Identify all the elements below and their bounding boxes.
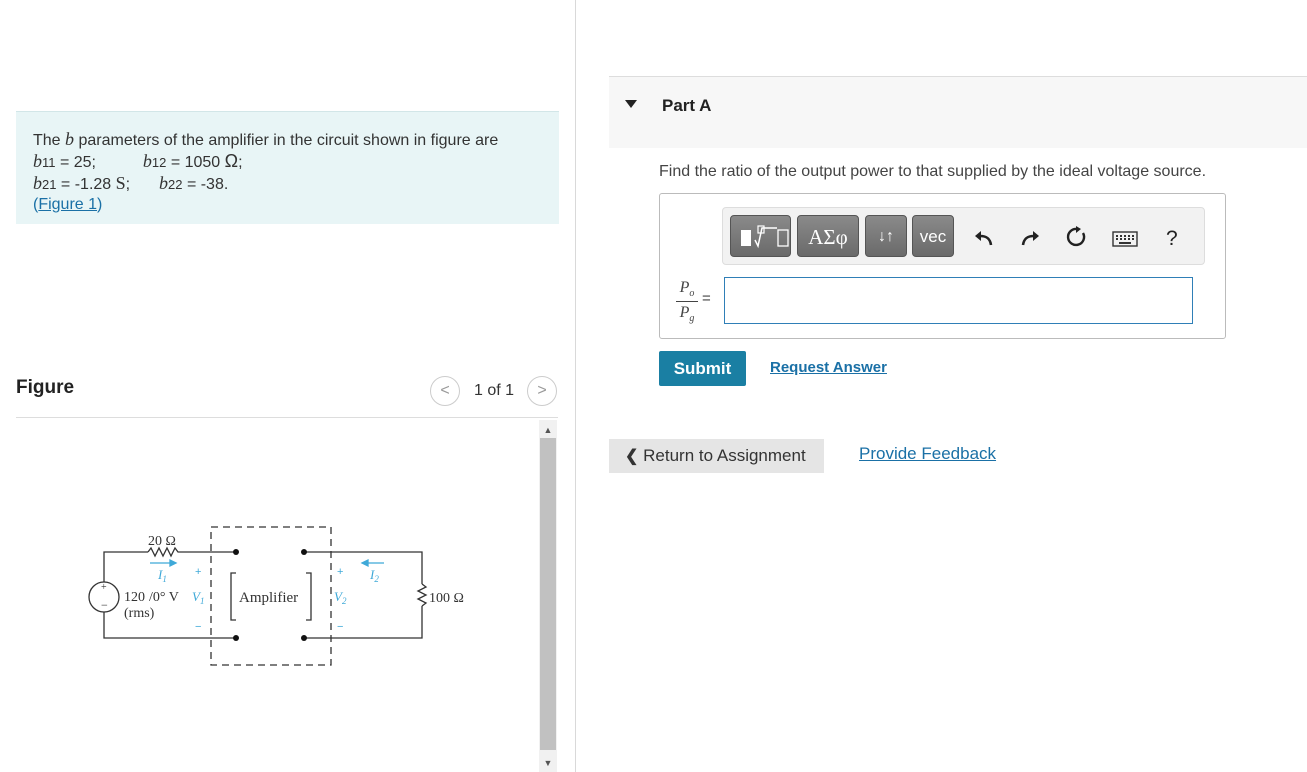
terminal-1b bbox=[233, 635, 239, 641]
v2-minus: − bbox=[337, 621, 344, 633]
wire-top-left bbox=[104, 552, 148, 582]
resistor-20-zigzag bbox=[148, 548, 180, 556]
circuit-diagram bbox=[0, 0, 575, 772]
label-amplifier: Amplifier bbox=[239, 590, 299, 606]
figure-title: Figure bbox=[16, 377, 75, 398]
submit-button[interactable]: Submit bbox=[659, 351, 746, 386]
templates-button[interactable] bbox=[730, 215, 791, 257]
label-v1: $V_1$ bbox=[192, 589, 205, 606]
equals-sign: = bbox=[702, 290, 711, 307]
greek-symbols-button[interactable]: ΑΣφ bbox=[797, 215, 859, 257]
label-source-angle: /0° V bbox=[149, 590, 179, 605]
terminal-2b bbox=[301, 635, 307, 641]
figure-link[interactable]: Figure 1 bbox=[38, 196, 98, 213]
figure-link-row: (Figure 1) bbox=[33, 196, 103, 213]
reset-icon[interactable] bbox=[1066, 226, 1088, 248]
return-to-assignment-button[interactable]: ❮ Return to Assignment bbox=[609, 439, 824, 473]
v1-minus: − bbox=[195, 621, 202, 633]
keyboard-icon[interactable] bbox=[1112, 231, 1138, 247]
amp-bracket-left bbox=[231, 573, 236, 620]
terminal-2a bbox=[301, 549, 307, 555]
i1-arrow-head bbox=[170, 560, 176, 566]
terminal-1a bbox=[233, 549, 239, 555]
power-ratio-label: $P_o$ $P_g$ bbox=[676, 279, 698, 324]
wire-top-right bbox=[304, 552, 422, 584]
problem-b-row-1: b11 = 25; b12 = 1050 Ω; bbox=[33, 151, 243, 171]
label-i2: $I_2$ bbox=[370, 567, 379, 584]
v1-plus: + bbox=[195, 566, 202, 578]
request-answer-link[interactable]: Request Answer bbox=[770, 359, 887, 376]
problem-b-row-2: b21 = -1.28 S; b22 = -38. bbox=[33, 173, 229, 193]
problem-intro: The b parameters of the amplifier in the circuit shown in figure are bbox=[33, 129, 499, 149]
prev-figure-button[interactable]: < bbox=[430, 376, 460, 406]
label-v2: $V_2$ bbox=[334, 589, 347, 606]
vector-button[interactable]: vec bbox=[912, 215, 954, 257]
collapse-triangle-icon[interactable] bbox=[625, 100, 637, 108]
source-plus: + bbox=[101, 582, 107, 593]
provide-feedback-link[interactable]: Provide Feedback bbox=[859, 444, 997, 463]
answer-input[interactable] bbox=[724, 277, 1193, 324]
undo-icon[interactable] bbox=[972, 226, 994, 248]
next-figure-button[interactable]: > bbox=[527, 376, 557, 406]
chevron-left-icon: ❮ bbox=[625, 448, 639, 465]
scroll-up-arrow[interactable]: ▲ bbox=[543, 425, 553, 435]
label-r-source: 20 Ω bbox=[148, 534, 176, 549]
question-text: Find the ratio of the output power to that supplied by the ideal voltage source. bbox=[659, 163, 1207, 180]
label-rms: (rms) bbox=[124, 606, 155, 621]
source-minus: − bbox=[101, 598, 108, 612]
pane-divider bbox=[575, 0, 576, 772]
part-header[interactable] bbox=[609, 77, 1307, 148]
label-i1: $I_1$ bbox=[158, 567, 167, 584]
redo-icon[interactable] bbox=[1020, 226, 1042, 248]
subscript-superscript-button[interactable]: ↓↑ bbox=[865, 215, 907, 257]
label-source-value: 120 bbox=[124, 590, 145, 605]
figure-pager: 1 of 1 bbox=[474, 382, 515, 399]
wire-bottom-right bbox=[304, 606, 422, 638]
resistor-100-zigzag bbox=[418, 584, 426, 606]
template-icon bbox=[731, 216, 790, 256]
v2-plus: + bbox=[337, 566, 344, 578]
scroll-down-arrow[interactable]: ▼ bbox=[543, 758, 553, 768]
amp-bracket-right bbox=[306, 573, 311, 620]
i2-arrow-head bbox=[362, 560, 368, 566]
help-icon[interactable]: ? bbox=[1166, 227, 1178, 250]
part-title: Part A bbox=[662, 96, 712, 115]
label-r-load: 100 Ω bbox=[429, 591, 464, 606]
